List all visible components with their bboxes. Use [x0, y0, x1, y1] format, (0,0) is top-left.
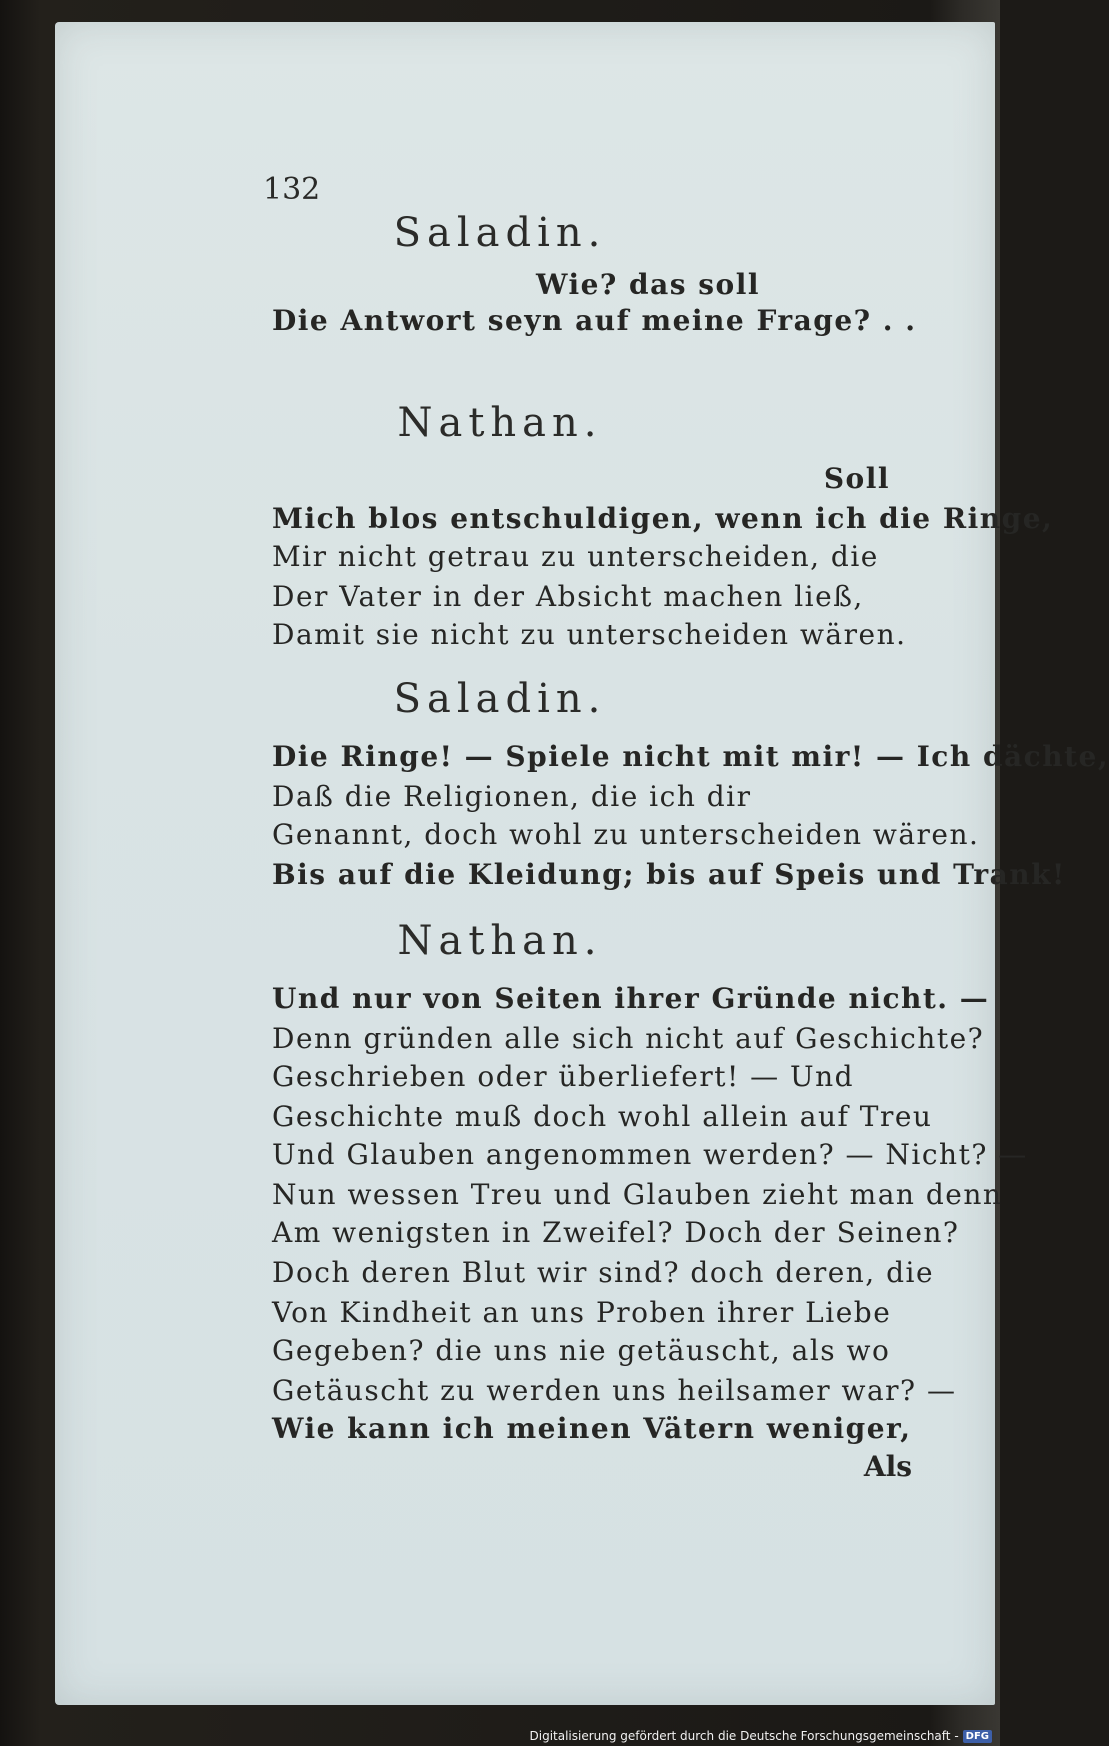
verse-line: Bis auf die Kleidung; bis auf Speis und Trank!: [272, 858, 1066, 891]
speaker-heading-nathan-1: Nathan.: [397, 400, 603, 446]
verse-line: Soll: [823, 462, 890, 495]
speaker-heading-saladin-2: Saladin.: [393, 676, 607, 722]
verse-line: Wie kann ich meinen Vätern weniger,: [272, 1412, 912, 1445]
verse-line: Von Kindheit an uns Proben ihrer Liebe: [272, 1296, 892, 1329]
verse-line: Geschichte muß doch wohl allein auf Treu: [272, 1100, 933, 1133]
speaker-heading-nathan-2: Nathan.: [397, 918, 603, 964]
footer-credit-text: Digitalisierung gefördert durch die Deutsche Forschungsgemeinschaft -: [529, 1729, 959, 1743]
verse-line: Die Antwort seyn auf meine Frage? . .: [272, 304, 917, 337]
digitization-footer: [530, 1729, 993, 1743]
verse-line: Denn gründen alle sich nicht auf Geschichte?: [272, 1022, 985, 1055]
verse-line: Der Vater in der Absicht machen ließ,: [272, 580, 864, 613]
verse-line: Gegeben? die uns nie getäuscht, als wo: [272, 1334, 891, 1367]
verse-line: Und Glauben angenommen werden? — Nicht? —: [272, 1138, 1028, 1171]
verse-line: Mich blos entschuldigen, wenn ich die Ringe,: [272, 502, 1054, 535]
dfg-logo: DFG: [963, 1730, 992, 1743]
verse-line: Nun wessen Treu und Glauben zieht man denn: [272, 1178, 1003, 1211]
verse-line: Am wenigsten in Zweifel? Doch der Seinen?: [272, 1216, 960, 1249]
verse-line: Und nur von Seiten ihrer Gründe nicht. —: [272, 982, 990, 1015]
verse-line: Geschrieben oder überliefert! — Und: [272, 1060, 855, 1093]
verse-line: Getäuscht zu werden uns heilsamer war? —: [272, 1374, 957, 1407]
page-number: 132: [263, 172, 321, 207]
catchword: Als: [863, 1450, 912, 1483]
verse-line: Mir nicht getrau zu unterscheiden, die: [272, 540, 879, 573]
speaker-heading-saladin-1: Saladin.: [393, 210, 607, 256]
verse-line: Doch deren Blut wir sind? doch deren, die: [272, 1256, 935, 1289]
verse-line: Genannt, doch wohl zu unterscheiden wären.: [272, 818, 980, 851]
verse-line: Daß die Religionen, die ich dir: [272, 780, 752, 813]
verse-line: Die Ringe! — Spiele nicht mit mir! — Ich dächte,: [272, 740, 1109, 773]
verse-line: Damit sie nicht zu unterscheiden wären.: [272, 618, 907, 651]
verse-line: Wie? das soll: [535, 268, 760, 301]
